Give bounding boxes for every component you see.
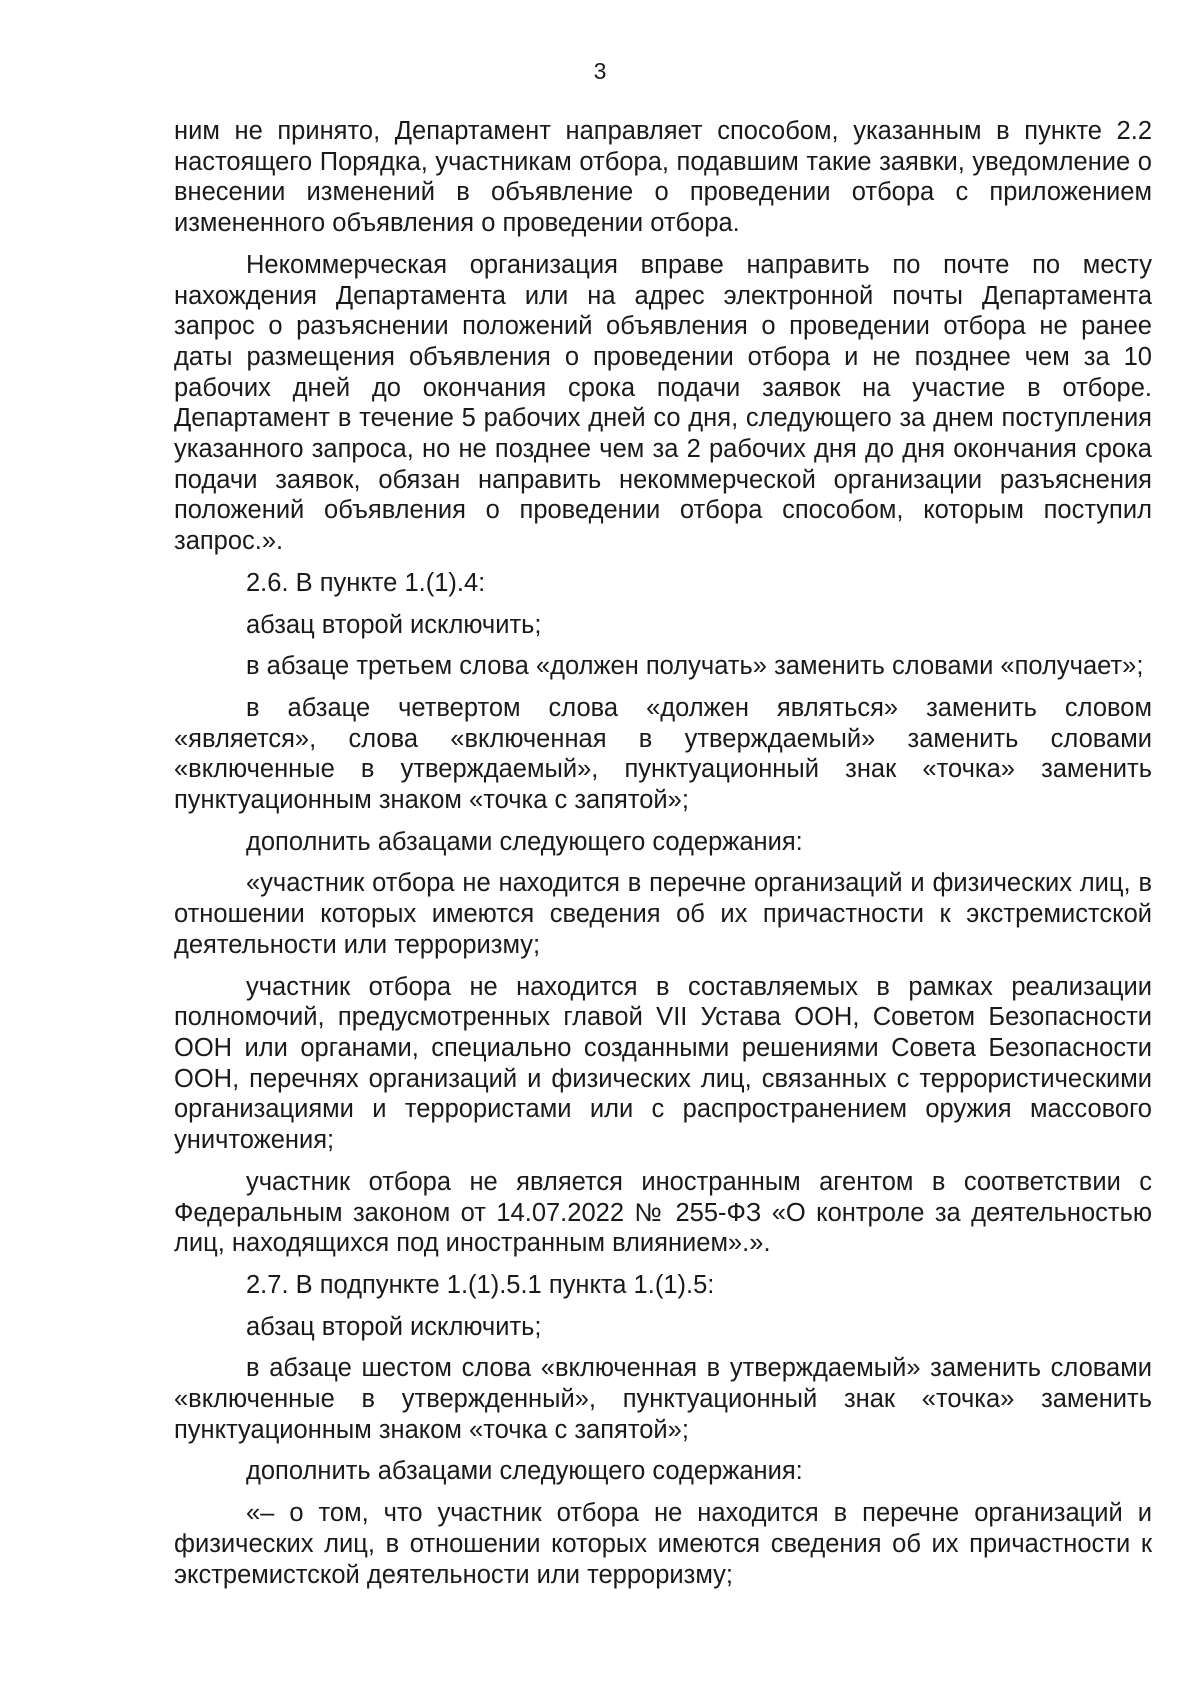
- page-number: 3: [593, 58, 607, 84]
- paragraph: участник отбора не находится в составляемых в рамках реализации полномочий, предусмотренных главой VII Устава ООН, Советом Безопасности ООН или органами, специально созданными решениями Совета Безопасности ООН, перечнях организаций и физических лиц, связанных с террористическими организациями и террористами или с распространением оружия массового уничтожения;: [174, 972, 1152, 1155]
- paragraph: в абзаце шестом слова «включенная в утверждаемый» заменить словами «включенные в утвержденный», пунктуационный знак «точка» заменить пунктуационным знаком «точка с запятой»;: [174, 1354, 1152, 1444]
- paragraph: ним не принято, Департамент направляет способом, указанным в пункте 2.2 настоящего Порядка, участникам отбора, подавшим такие заявки, уведомление о внесении изменений в объявление о проведении отбора с приложением измененного объявления о проведении отбора.: [174, 117, 1152, 238]
- paragraph: «– о том, что участник отбора не находится в перечне организаций и физических лиц, в отношении которых имеются сведения об их причастности к экстремистской деятельности или терроризму;: [174, 1499, 1152, 1589]
- paragraph: «участник отбора не находится в перечне организаций и физических лиц, в отношении которых имеются сведения об их причастности к экстремистской деятельности или терроризму;: [174, 869, 1152, 959]
- paragraph: Некоммерческая организация вправе направить по почте по месту нахождения Департамента или на адрес электронной почты Департамента запрос о разъяснении положений объявления о проведении отбора не ранее даты размещения объявления о проведении отбора и не позднее чем за 10 рабочих дней до окончания срока подачи заявок на участие в отборе. Департамент в течение 5 рабочих дней со дня, следующего за днем поступления указанного запроса, но не позднее чем за 2 рабочих дня до дня окончания срока подачи заявок, обязан направить некоммерческой организации разъяснения положений объявления о проведении отбора способом, которым поступил запрос.».: [174, 250, 1152, 556]
- paragraph: абзац второй исключить;: [246, 610, 542, 639]
- paragraph: в абзаце четвертом слова «должен являться» заменить словом «является», слова «включенная в утверждаемый» заменить словами «включенные в утверждаемый», пунктуационный знак «точка» заменить пунктуационным знаком «точка с запятой»;: [174, 693, 1152, 815]
- paragraph: абзац второй исключить;: [246, 1312, 542, 1341]
- paragraph: участник отбора не является иностранным агентом в соответствии с Федеральным законом от 14.07.2022 № 255-ФЗ «О контроле за деятельностью лиц, находящихся под иностранным влиянием».».: [174, 1167, 1152, 1258]
- paragraph: в абзаце третьем слова «должен получать» заменить словами «получает»;: [246, 652, 1144, 681]
- paragraph: 2.7. В подпункте 1.(1).5.1 пункта 1.(1).5:: [246, 1270, 715, 1299]
- document-body: [174, 116, 1152, 1601]
- paragraph: дополнить абзацами следующего содержания:: [246, 1457, 803, 1486]
- paragraph: 2.6. В пункте 1.(1).4:: [246, 568, 486, 597]
- paragraph: дополнить абзацами следующего содержания:: [246, 827, 803, 856]
